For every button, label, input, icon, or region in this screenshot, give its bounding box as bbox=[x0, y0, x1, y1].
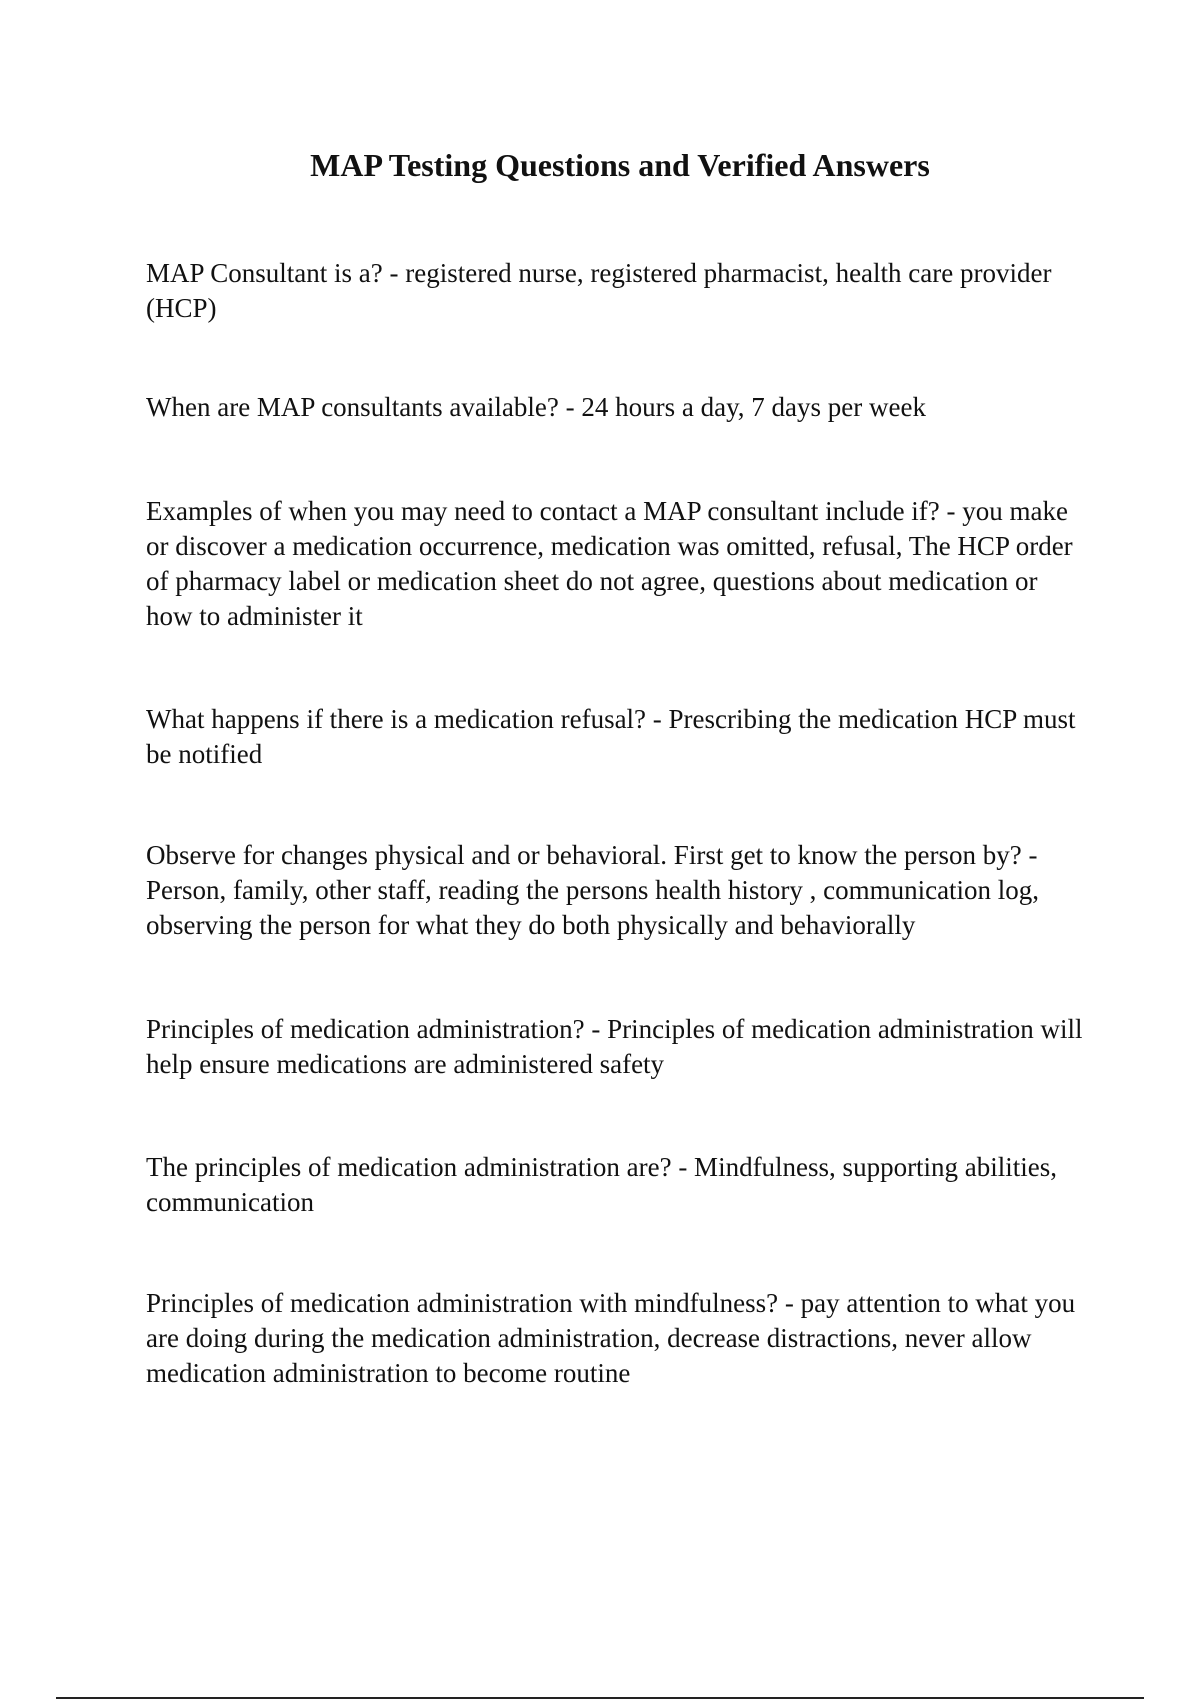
document-title: MAP Testing Questions and Verified Answers bbox=[310, 147, 930, 183]
qa-entry-principles-purpose: Principles of medication administration? - Principles of medication administration will help ensure medications are administered safety bbox=[146, 1014, 1083, 1079]
qa-entry-principles-list: The principles of medication administration are? - Mindfulness, supporting abilities, communication bbox=[146, 1152, 1058, 1217]
qa-entry-mindfulness: Principles of medication administration with mindfulness? - pay attention to what you are doing during the medication administration, decrease distractions, never allow medication administration to become routine bbox=[146, 1288, 1076, 1388]
qa-entry-medication-refusal: What happens if there is a medication refusal? - Prescribing the medication HCP must be notified bbox=[146, 704, 1076, 769]
footer-divider bbox=[56, 1697, 1144, 1699]
qa-entry-map-consultant: MAP Consultant is a? - registered nurse, registered pharmacist, health care provider (HCP) bbox=[146, 258, 1052, 323]
qa-entry-observe-changes: Observe for changes physical and or behavioral. First get to know the person by? - Person, family, other staff, reading the persons health history , communication log, observing the person for what they do both physically and behaviorally bbox=[146, 840, 1040, 940]
qa-entry-consultant-availability: When are MAP consultants available? - 24 hours a day, 7 days per week bbox=[146, 392, 926, 422]
qa-entry-contact-examples: Examples of when you may need to contact a MAP consultant include if? - you make or discover a medication occurrence, medication was omitted, refusal, The HCP order of pharmacy label or medication sheet do not agree, questions about medication or how to administer it bbox=[146, 496, 1073, 631]
